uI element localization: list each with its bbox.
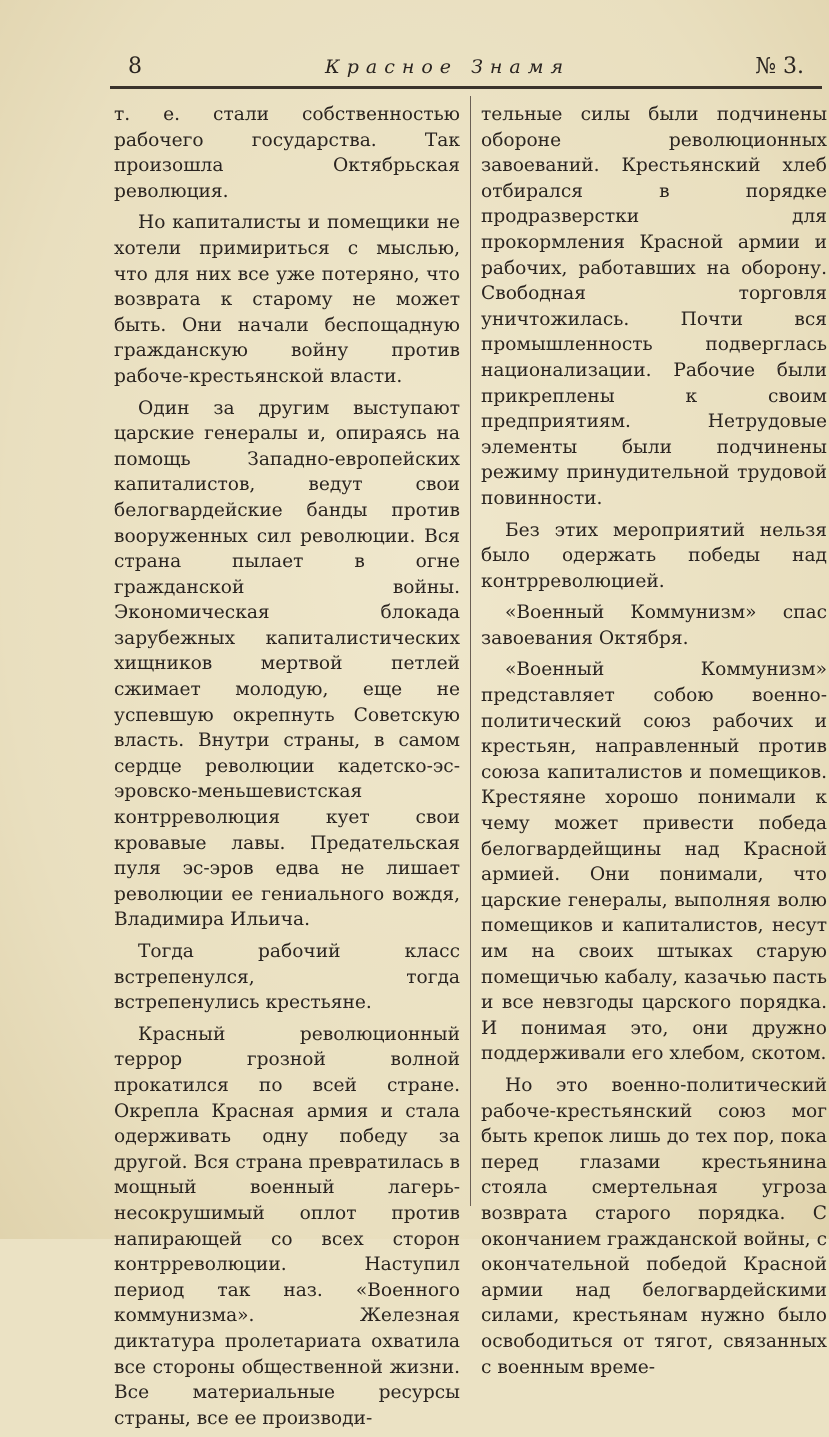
paragraph: Один за другим выступают царские генералы и, опираясь на помощь Западно-европейских капиталистов, ведут свои белогвардейские банды против вооруженных сил революции. Вся страна пылает в огне гражданской войны. Экономическая блокада зарубежных капиталистических хищников мертвой петлей сжимает молодую, еще не успевшую окрепнуть Советскую власть. Внутри страны, в самом сердце революции кадетско-эс-эровско-меньшевистская контрреволюция кует свои кровавые лавы. Предательская пуля эс-эров едва не лишает революции ее гениального вождя, Владимира Ильича. [114, 397, 460, 931]
paragraph: «Военный Коммунизм» спас завоевания Октября. [481, 602, 827, 649]
paragraph: Красный революционный террор грозной волной прокатился по всей стране. Окрепла Красная армия и стала одерживать одну победу за другой. Вся страна превратилась в мощный военный лагерь-несокрушимый оплот против напирающей со всех сторон контрреволюции. Наступил период так наз. «Военного коммунизма». Железная диктатура пролетариата охватила все стороны общественной жизни. Все материальные ресурсы страны, все ее производи- [114, 1023, 460, 1429]
paragraph: «Военный Коммунизм» представляет собою военно-политический союз рабочих и крестьян, направленный против союза капиталистов и помещиков. Крестяяне хорошо понимали к чему может привести победа белогвардейщины над Красной армией. Они понимали, что царские генералы, выполняя волю помещиков и капиталистов, несут им на своих штыках старую помещичью кабалу, казачью пасть и все невзгоды царского порядка. И понимая это, они дружно поддерживали его хлебом, скотом. [481, 659, 827, 1065]
paragraph: Без этих мероприятий нельзя было одержать победы над контрреволюцией. [481, 519, 827, 592]
page-number: 8 [128, 54, 142, 79]
page-header [110, 54, 810, 84]
header-rule [110, 86, 822, 89]
paragraph: тельные силы были подчинены обороне революционных завоеваний. Крестьянский хлеб отбирался в порядке продразверстки для прокормления Красной армии и рабочих, работавших на оборону. Свободная торговля уничтожилась. Почти вся промышленность подверглась национализации. Рабочие были прикреплены к своим предприятиям. Нетрудовые элементы были подчинены режиму принудительной трудовой повинности. [481, 104, 827, 509]
paragraph: Тогда рабочий класс встрепенулся, тогда встрепенулись крестьяне. [114, 941, 460, 1014]
right-column [481, 102, 827, 1386]
issue-number: № 3. [755, 54, 804, 79]
newspaper-title: Красное Знамя [325, 56, 571, 78]
paragraph: т. е. стали собственностью рабочего государства. Так произошла Октябрьская революция. [114, 104, 460, 202]
column-divider [470, 96, 471, 1206]
paragraph: Но капиталисты и помещики не хотели примириться с мыслью, что для них все уже потеряно, что возврата к старому не может быть. Они начали беспощадную гражданскую войну против рабоче-крестьянской власти. [114, 212, 460, 387]
left-column [114, 102, 460, 1437]
paragraph: Но это военно-политический рабоче-крестьянский союз мог быть крепок лишь до тех пор, пока перед глазами крестьянина стояла смертельная угроза возврата старого порядка. С окончанием гражданской войны, с окончательной победой Красной армии над белогвардейскими силами, крестьянам нужно было освободиться от тягот, связанных с военным време- [481, 1074, 827, 1378]
